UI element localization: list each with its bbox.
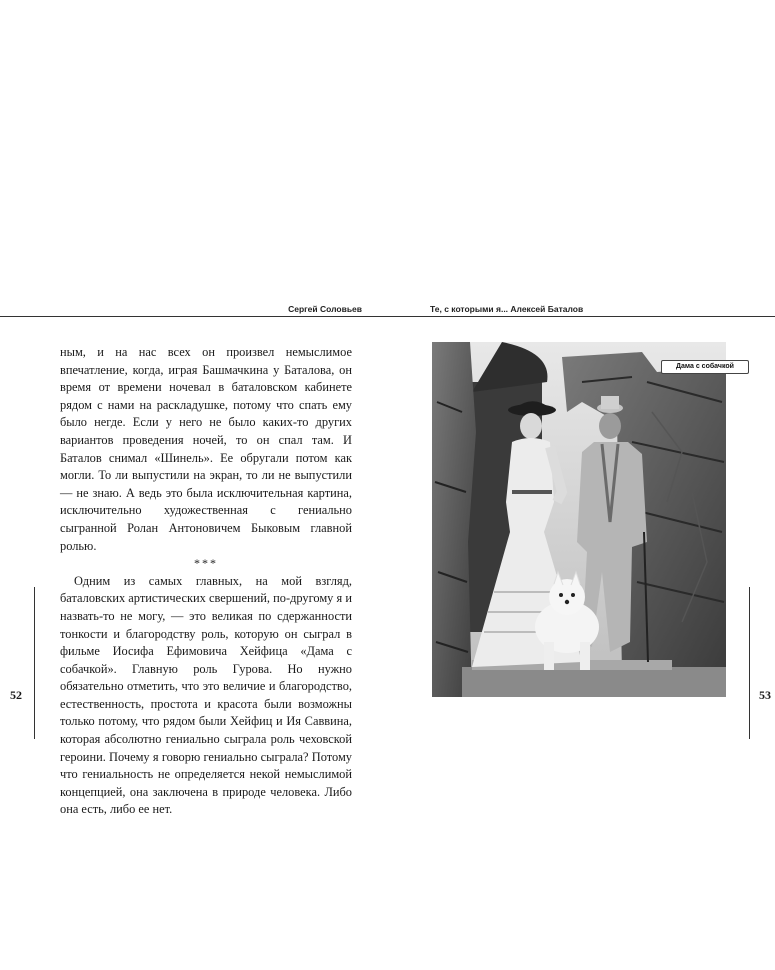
photo-caption: Дама с собачкой: [661, 360, 749, 374]
page-number-left: 52: [10, 688, 22, 702]
running-head-left: Сергей Соловьев: [288, 304, 362, 314]
left-margin-rule: [34, 587, 35, 739]
right-margin-rule: [749, 587, 750, 739]
running-head-right: Те, с которыми я... Алексей Баталов: [430, 304, 584, 314]
page-number-right: 53: [759, 688, 771, 702]
paragraph-1: ным, и на нас всех он произвел немыслимое впечатление, когда, играя Башмачкина у Баталова, он время от времени ночевал в баталовском кабинете рядом с нами на раскладушке, потому что спать ему было негде. Если у него не было каких-то других вариантов проведения ночей, то он спал там. И Баталов снимал «Шинель». Ее обругали потом как могли. То ли выпустили на экран, то ли не выпустили — не знаю. А ведь это была исключительная картина, исключительно художественная с гениально сыгранной Ролан Антоновичем Быковым главной ролью.: [60, 345, 352, 553]
paragraph-2: Одним из самых главных, на мой взгляд, баталовских артистических свершений, по-другому я и назвать-то не могу, — это великая по сдержанности тонкости и благородству роль, которую он сыграл в фильме Иосифа Ефимовича Хейфица «Дама с собачкой». Главную роль Гурова. Но нужно обязательно отметить, что это величие и благородство, естественность, простота и красота были возможны только потому, что рядом были Хейфиц и Ия Саввина, которая абсолютно гениально сыграла роль чеховской героини. Почему я говорю гениально сыграла? Потому что гениальность не определяется некой немыслимой концепцией, она заключена в природе человека. Либо она есть, либо ее нет.: [60, 573, 352, 817]
film-still-photo: [432, 342, 726, 697]
left-page-body: [60, 344, 352, 819]
header-rule: [0, 316, 775, 317]
section-separator: ***: [194, 556, 218, 571]
